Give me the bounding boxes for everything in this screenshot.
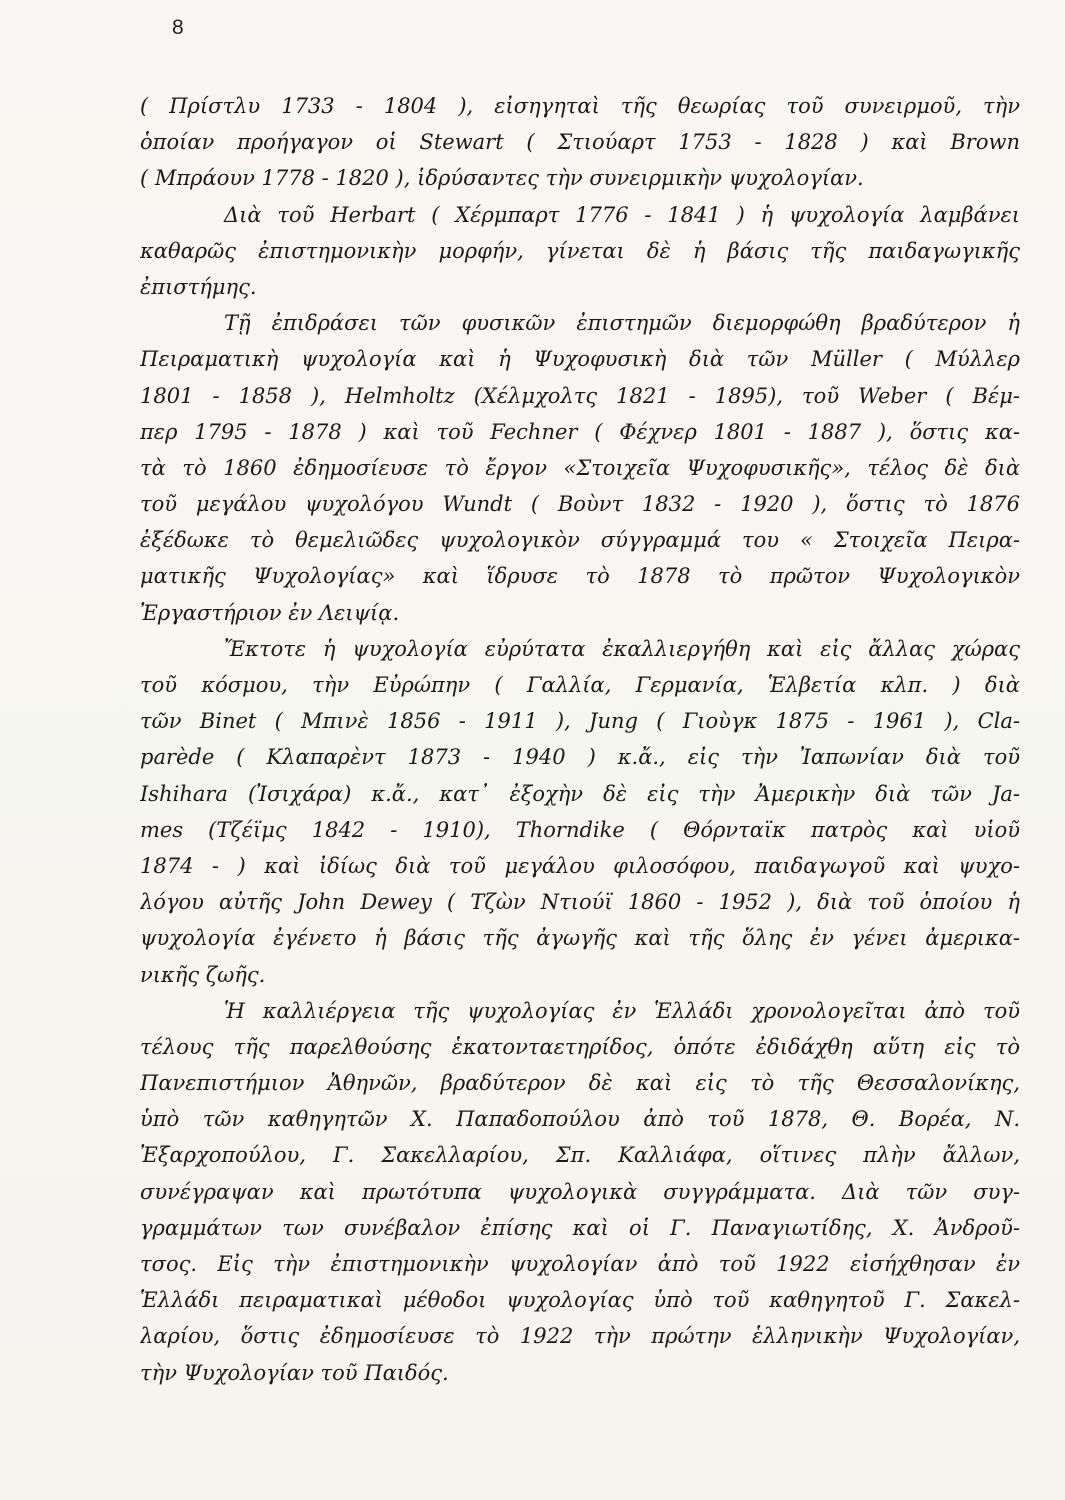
text-line: parède ( Κλαπαρὲντ 1873 - 1940 ) κ.ἄ., εἰς τὴν Ἰαπωνίαν διὰ τοῦ <box>140 745 1020 770</box>
text-line: 1874 - ) καὶ ἰδίως διὰ τοῦ μεγάλου φιλοσόφου, παιδαγωγοῦ καὶ ψυχο- <box>140 853 1020 878</box>
text-line: Πειραματικὴ ψυχολογία καὶ ἡ Ψυχοφυσικὴ διὰ τῶν Müller ( Μύλλερ <box>140 347 1020 372</box>
text-line: ἐξέδωκε τὸ θεμελιῶδες ψυχολογικὸν σύγγραμμά του « Στοιχεῖα Πειρα- <box>140 528 1020 553</box>
text-line: Τῇ ἐπιδράσει τῶν φυσικῶν ἐπιστημῶν διεμορφώθη βραδύτερον ἡ <box>224 311 1020 336</box>
text-line: περ 1795 - 1878 ) καὶ τοῦ Fechner ( Φέχνερ 1801 - 1887 ), ὅστις κα- <box>140 419 1020 444</box>
body-text <box>140 88 1020 1391</box>
text-line: γραμμάτων των συνέβαλον ἐπίσης καὶ οἱ Γ. Παναγιωτίδης, Χ. Ἀνδροῦ- <box>140 1215 1020 1240</box>
text-line: ὑπὸ τῶν καθηγητῶν Χ. Παπαδοπούλου ἀπὸ τοῦ 1878, Θ. Βορέα, Ν. <box>140 1107 1020 1132</box>
text-line: Ἑλλάδι πειραματικαὶ μέθοδοι ψυχολογίας ὑπὸ τοῦ καθηγητοῦ Γ. Σακελ- <box>140 1288 1020 1313</box>
text-line: Ἡ καλλιέργεια τῆς ψυχολογίας ἐν Ἑλλάδι χρονολογεῖται ἀπὸ τοῦ <box>224 998 1020 1023</box>
text-line: τέλους τῆς παρελθούσης ἑκατονταετηρίδος, ὁπότε ἐδιδάχθη αὕτη εἰς τὸ <box>140 1034 1020 1059</box>
page-number: 8 <box>172 16 184 39</box>
text-line: 1801 - 1858 ), Helmholtz (Χέλμχολτς 1821 - 1895), τοῦ Weber ( Βέμ- <box>140 383 1020 408</box>
text-line: τοῦ κόσμου, τὴν Εὐρώπην ( Γαλλία, Γερμανία, Ἑλβετία κλπ. ) διὰ <box>140 673 1020 697</box>
text-line: Διὰ τοῦ Herbart ( Χέρμπαρτ 1776 - 1841 ) ἡ ψυχολογία λαμβάνει <box>224 202 1020 227</box>
text-line: ματικῆς Ψυχολογίας» καὶ ἵδρυσε τὸ 1878 τὸ πρῶτον Ψυχολογικὸν <box>140 564 1020 589</box>
text-line: συνέγραψαν καὶ πρωτότυπα ψυχολογικὰ συγγράμματα. Διὰ τῶν συγ- <box>140 1179 1020 1204</box>
text-line: ( Πρίστλυ 1733 - 1804 ), εἰσηγηταὶ τῆς θεωρίας τοῦ συνειρμοῦ, τὴν <box>140 94 1020 118</box>
text-line: λόγου αὐτῆς John Dewey ( Τζὼν Ντιούϊ 1860 - 1952 ), διὰ τοῦ ὁποίου ἡ <box>140 890 1020 915</box>
text-line: ψυχολογία ἐγένετο ἡ βάσις τῆς ἀγωγῆς καὶ τῆς ὅλης ἐν γένει ἀμερικα- <box>140 926 1020 951</box>
text-line: τσος. Εἰς τὴν ἐπιστημονικὴν ψυχολογίαν ἀπὸ τοῦ 1922 εἰσήχθησαν ἐν <box>140 1252 1020 1276</box>
text-line: Πανεπιστήμιον Ἀθηνῶν, βραδύτερον δὲ καὶ εἰς τὸ τῆς Θεσσαλονίκης, <box>140 1071 1020 1096</box>
text-line: ἐπιστήμης. <box>140 274 257 299</box>
text-line: mes (Τζέϊμς 1842 - 1910), Thorndike ( Θόρνταϊκ πατρὸς καὶ υἱοῦ <box>140 817 1020 842</box>
text-line: τοῦ μεγάλου ψυχολόγου Wundt ( Βοὺντ 1832 - 1920 ), ὅστις τὸ 1876 <box>140 492 1020 517</box>
text-line: τῶν Binet ( Μπινὲ 1856 - 1911 ), Jung ( Γιοὺγκ 1875 - 1961 ), Cla- <box>140 709 1020 734</box>
text-line: Ἐξαρχοπούλου, Γ. Σακελλαρίου, Σπ. Καλλιάφα, οἵτινες πλὴν ἄλλων, <box>140 1143 1020 1168</box>
text-line: τὰ τὸ 1860 ἐδημοσίευσε τὸ ἔργον «Στοιχεῖα Ψυχοφυσικῆς», τέλος δὲ διὰ <box>140 455 1020 480</box>
text-line: τὴν Ψυχολογίαν τοῦ Παιδός. <box>140 1360 449 1385</box>
text-line: Ishihara (Ἰσιχάρα) κ.ἄ., κατ᾿ ἐξοχὴν δὲ εἰς τὴν Ἀμερικὴν διὰ τῶν Ja- <box>140 781 1020 806</box>
text-line: ὁποίαν προήγαγον οἱ Stewart ( Στιούαρτ 1753 - 1828 ) καὶ Brown <box>140 130 1020 155</box>
text-line: Ἔκτοτε ἡ ψυχολογία εὐρύτατα ἐκαλλιεργήθη καὶ εἰς ἄλλας χώρας <box>224 636 1020 661</box>
text-line: καθαρῶς ἐπιστημονικὴν μορφήν, γίνεται δὲ ἡ βάσις τῆς παιδαγωγικῆς <box>140 238 1020 263</box>
text-line: Ἐργαστήριον ἐν Λειψίᾳ. <box>140 600 400 625</box>
text-line: νικῆς ζωῆς. <box>140 962 266 987</box>
text-line: λαρίου, ὅστις ἐδημοσίευσε τὸ 1922 τὴν πρώτην ἑλληνικὴν Ψυχολογίαν, <box>140 1324 1020 1349</box>
text-line: ( Μπράουν 1778 - 1820 ), ἱδρύσαντες τὴν συνειρμικὴν ψυχολογίαν. <box>140 166 864 191</box>
